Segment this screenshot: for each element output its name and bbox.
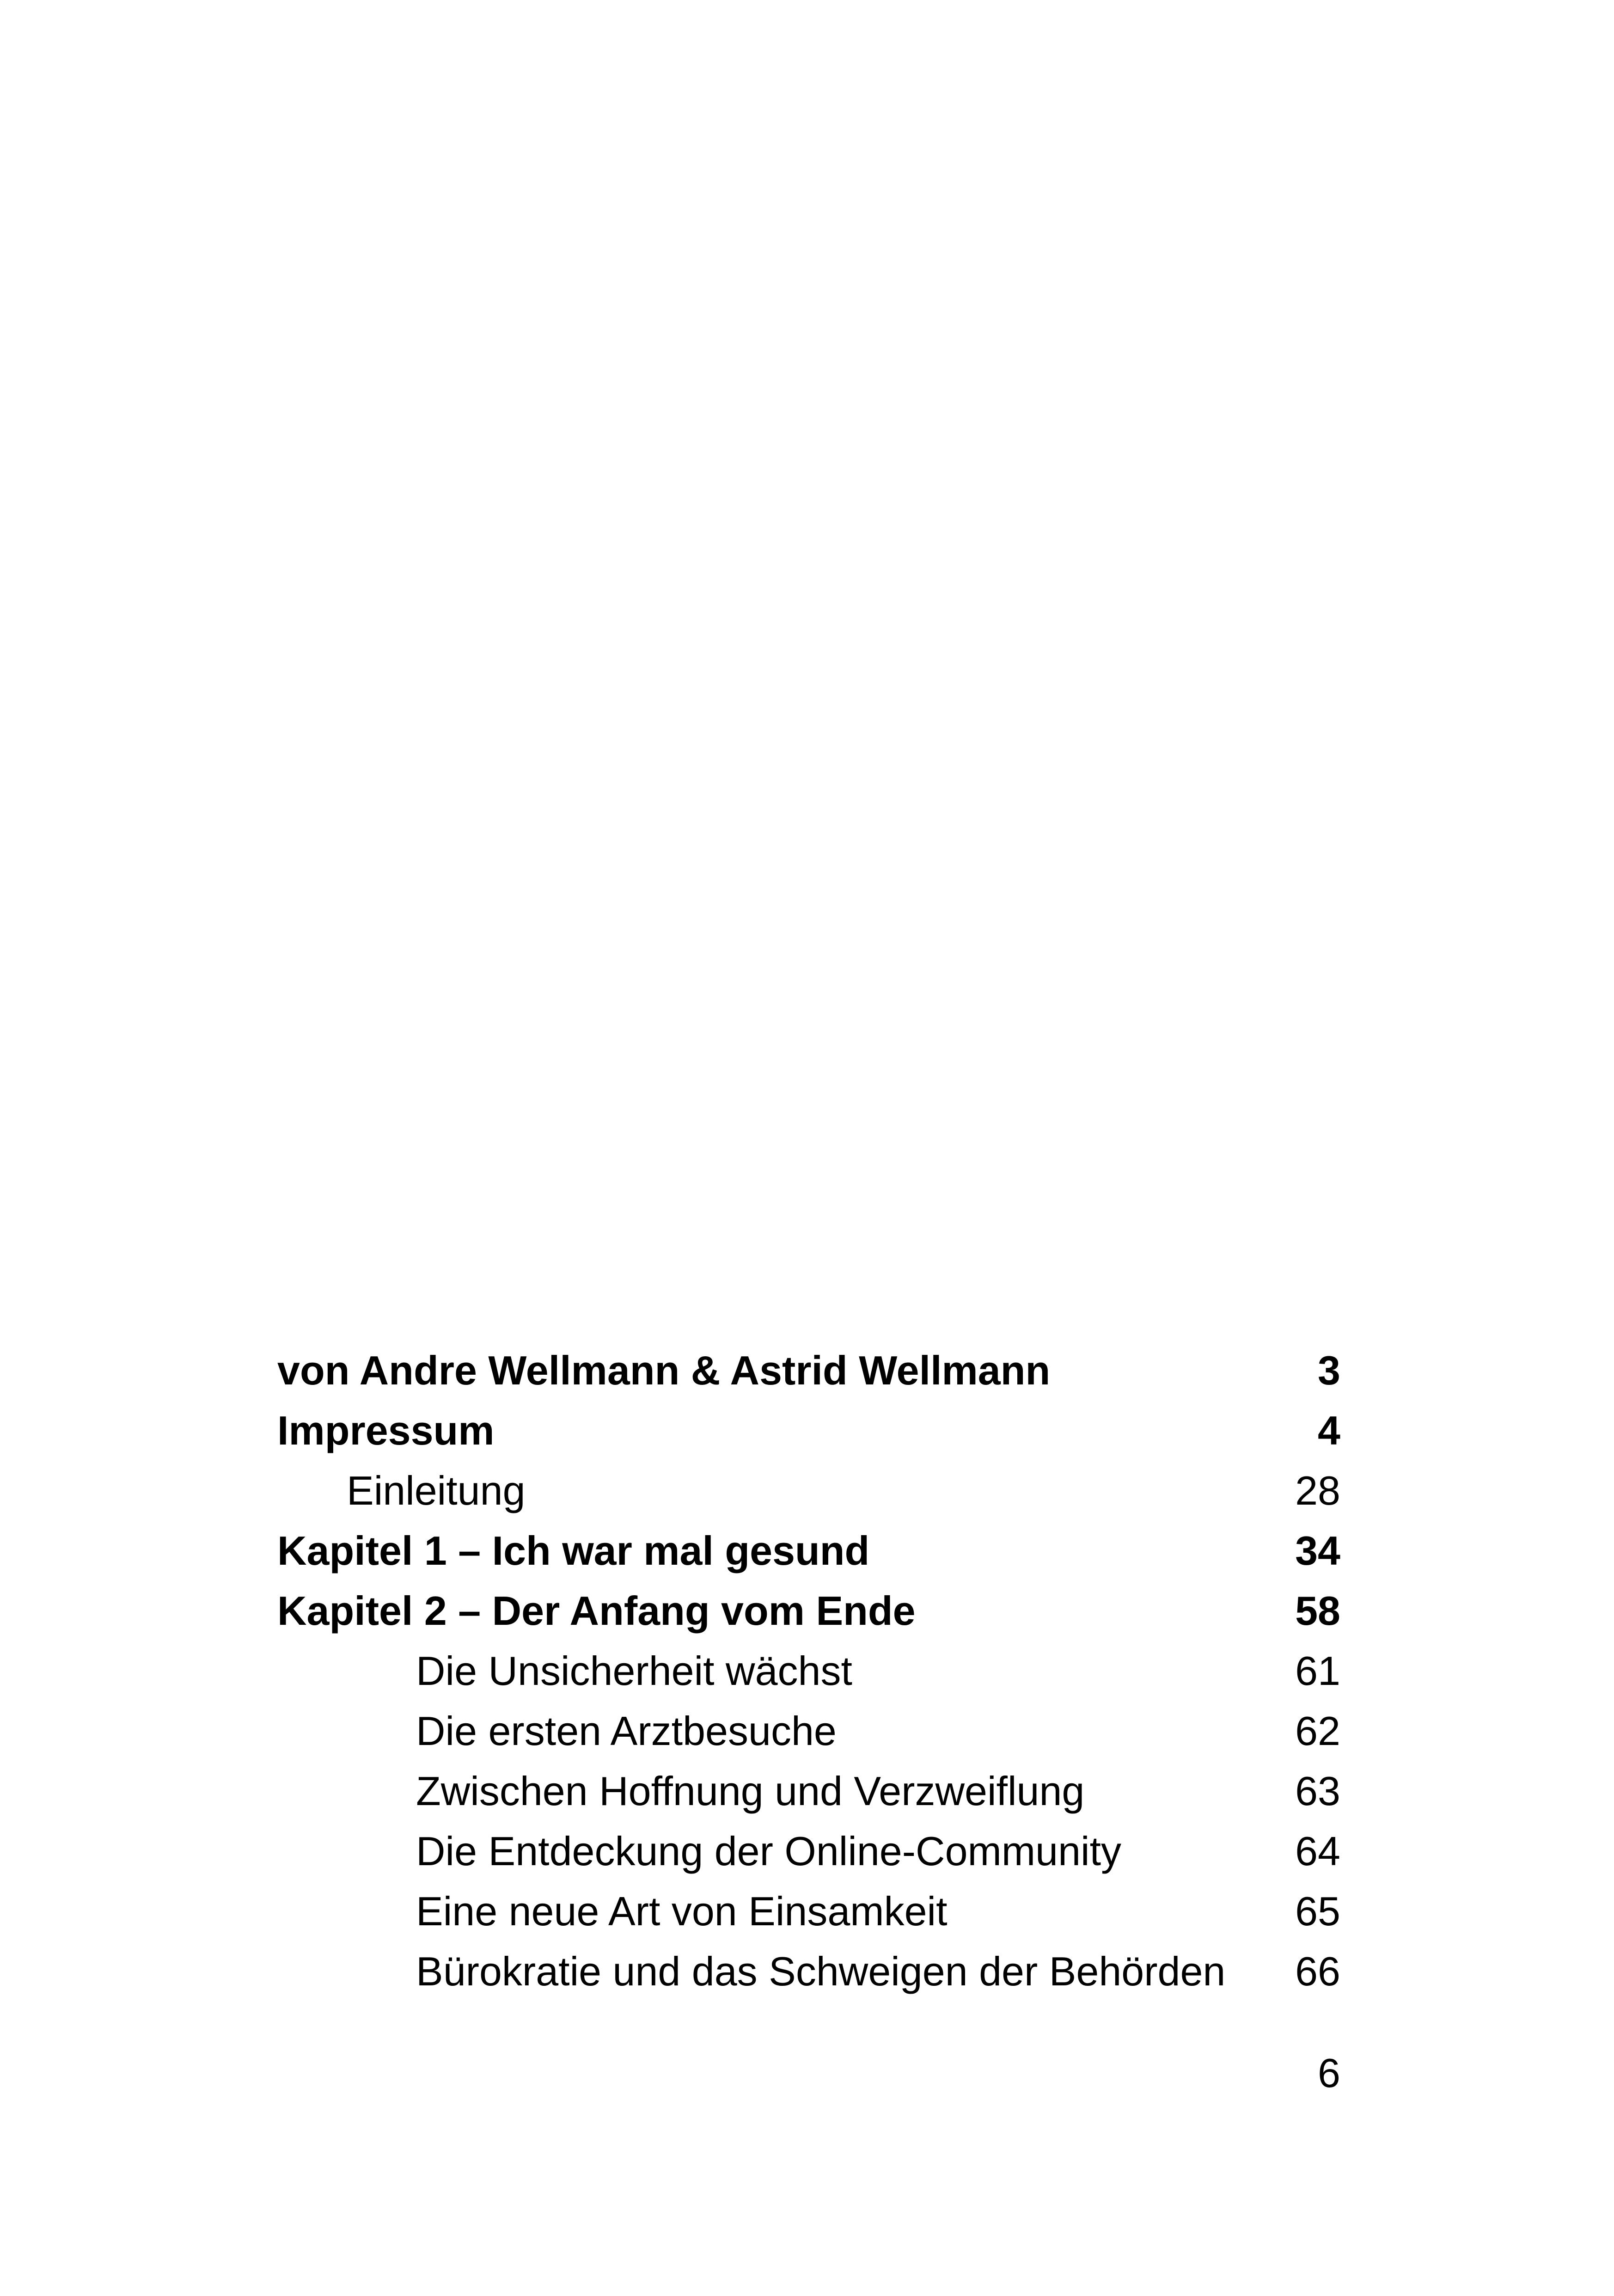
toc-entry-kapitel-1[interactable]: [277, 1521, 1340, 1581]
toc-entry-einleitung[interactable]: [277, 1461, 1340, 1521]
toc-entry-page: 58: [1295, 1588, 1340, 1634]
toc-entry-page: 62: [1295, 1708, 1340, 1754]
toc-entry-section[interactable]: [277, 1821, 1340, 1881]
toc-entry-page: 63: [1295, 1768, 1340, 1814]
toc-entry-authors[interactable]: [277, 1341, 1340, 1401]
toc-entry-section[interactable]: [277, 1761, 1340, 1821]
page-number: 6: [1318, 2050, 1340, 2096]
toc-entry-page: 28: [1295, 1468, 1340, 1513]
toc-entry-section[interactable]: [277, 1701, 1340, 1761]
toc-entry-title: Eine neue Art von Einsamkeit: [416, 1888, 948, 1934]
toc-entry-title: Impressum: [277, 1408, 495, 1453]
toc-entry-title: Die Entdeckung der Online-Community: [416, 1828, 1122, 1874]
toc-entry-impressum[interactable]: [277, 1401, 1340, 1461]
toc-entry-page: 64: [1295, 1828, 1340, 1874]
toc-entry-page: 65: [1295, 1888, 1340, 1934]
toc-entry-title: Zwischen Hoffnung und Verzweiflung: [416, 1768, 1085, 1814]
toc-entry-title: Die Unsicherheit wächst: [416, 1648, 852, 1694]
toc-entry-section[interactable]: [277, 1641, 1340, 1701]
toc-entry-section[interactable]: [277, 1881, 1340, 1941]
toc-entry-title: Die ersten Arztbesuche: [416, 1708, 837, 1754]
toc-entry-page: 66: [1295, 1948, 1340, 1994]
toc-entry-section[interactable]: [277, 1941, 1340, 2002]
toc-entry-title: Kapitel 2 – Der Anfang vom Ende: [277, 1588, 916, 1634]
toc-entry-page: 61: [1295, 1648, 1340, 1694]
table-of-contents: [277, 1341, 1340, 2002]
toc-entry-kapitel-2[interactable]: [277, 1581, 1340, 1641]
toc-entry-title: Bürokratie und das Schweigen der Behörden: [416, 1948, 1226, 1994]
toc-entry-title: Kapitel 1 – Ich war mal gesund: [277, 1528, 870, 1574]
toc-entry-title: Einleitung: [347, 1468, 526, 1513]
toc-entry-title: von Andre Wellmann & Astrid Wellmann: [277, 1347, 1051, 1393]
toc-entry-page: 4: [1318, 1408, 1340, 1453]
toc-entry-page: 3: [1318, 1347, 1340, 1393]
toc-entry-page: 34: [1295, 1528, 1340, 1574]
